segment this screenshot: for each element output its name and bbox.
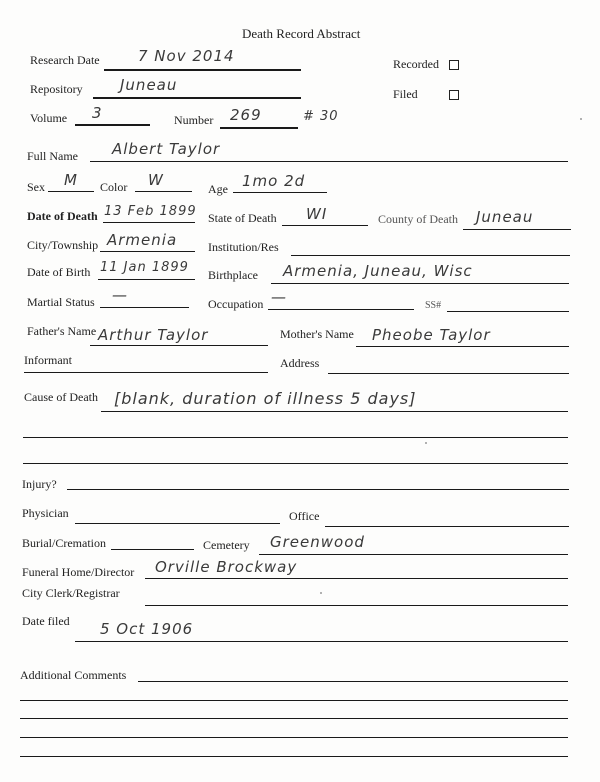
city-township-label: City/Township xyxy=(27,238,99,252)
comments-line-1 xyxy=(138,681,568,682)
additional-comments-label: Additional Comments xyxy=(20,668,127,682)
sex-value[interactable]: M xyxy=(64,171,78,189)
number-label: Number xyxy=(174,113,214,127)
date-filed-line xyxy=(75,641,568,642)
scan-speck xyxy=(320,592,322,594)
number-suffix-value: # 30 xyxy=(303,109,339,124)
age-line xyxy=(233,192,327,193)
full-name-line xyxy=(90,161,568,162)
number-line xyxy=(220,127,298,129)
address-line xyxy=(328,373,569,374)
volume-line xyxy=(75,124,150,126)
institution-res-line xyxy=(291,255,570,256)
color-label: Color xyxy=(100,180,128,194)
comments-line-4 xyxy=(20,737,568,738)
martial-status-value[interactable]: — xyxy=(112,286,128,304)
office-line xyxy=(325,526,569,527)
burial-cremation-label: Burial/Cremation xyxy=(22,536,106,550)
repository-value[interactable]: Juneau xyxy=(120,76,178,94)
injury-line xyxy=(67,489,569,490)
date-filed-value[interactable]: 5 Oct 1906 xyxy=(100,620,194,638)
date-of-death-line xyxy=(103,222,195,223)
filed-checkbox[interactable] xyxy=(449,90,459,100)
informant-line xyxy=(24,372,268,373)
martial-status-label: Martial Status xyxy=(27,295,95,309)
county-of-death-value[interactable]: Juneau xyxy=(476,208,534,226)
comments-line-2 xyxy=(20,700,568,701)
address-label: Address xyxy=(280,356,320,370)
date-filed-label: Date filed xyxy=(22,614,70,628)
occupation-value[interactable]: — xyxy=(271,288,287,306)
informant-label: Informant xyxy=(24,353,72,367)
funeral-home-value[interactable]: Orville Brockway xyxy=(155,558,298,576)
repository-line xyxy=(93,97,301,99)
age-label: Age xyxy=(208,182,228,196)
cemetery-value[interactable]: Greenwood xyxy=(270,533,365,551)
research-date-line xyxy=(104,69,301,71)
mothers-name-value[interactable]: Pheobe Taylor xyxy=(372,326,491,344)
county-of-death-line xyxy=(463,229,571,230)
full-name-value[interactable]: Albert Taylor xyxy=(112,140,221,158)
injury-label: Injury? xyxy=(22,477,57,491)
date-of-death-label: Date of Death xyxy=(27,209,98,223)
cause-of-death-line-3 xyxy=(23,463,568,464)
cause-of-death-value[interactable]: [blank, duration of illness 5 days] xyxy=(114,389,417,408)
physician-label: Physician xyxy=(22,506,69,520)
funeral-home-line xyxy=(145,578,568,579)
number-value[interactable]: 269 xyxy=(230,106,262,124)
ssn-line xyxy=(447,311,569,312)
full-name-label: Full Name xyxy=(27,149,78,163)
fathers-name-label: Father's Name xyxy=(27,324,97,338)
recorded-label: Recorded xyxy=(393,57,439,71)
sex-line xyxy=(48,191,94,192)
scan-speck xyxy=(580,118,582,120)
volume-value[interactable]: 3 xyxy=(92,104,103,122)
county-of-death-label: County of Death xyxy=(378,212,458,226)
research-date-value[interactable]: 7 Nov 2014 xyxy=(138,47,235,65)
volume-label: Volume xyxy=(30,111,68,125)
fathers-name-value[interactable]: Arthur Taylor xyxy=(98,326,209,344)
cemetery-line xyxy=(259,554,568,555)
cause-of-death-line-2 xyxy=(23,437,568,438)
form-title: Death Record Abstract xyxy=(242,26,361,41)
cause-of-death-line-1 xyxy=(101,411,568,412)
city-township-value[interactable]: Armenia xyxy=(107,231,178,249)
repository-label: Repository xyxy=(30,82,83,96)
date-of-birth-value[interactable]: 11 Jan 1899 xyxy=(100,260,189,275)
city-clerk-label: City Clerk/Registrar xyxy=(22,586,120,600)
color-value[interactable]: W xyxy=(148,171,164,189)
city-clerk-line xyxy=(145,605,568,606)
birthplace-label: Birthplace xyxy=(208,268,258,282)
institution-res-label: Institution/Res xyxy=(208,240,279,254)
date-of-birth-line xyxy=(98,279,195,280)
mothers-name-label: Mother's Name xyxy=(280,327,354,341)
cemetery-label: Cemetery xyxy=(203,538,250,552)
age-value[interactable]: 1mo 2d xyxy=(242,172,306,190)
funeral-home-label: Funeral Home/Director xyxy=(22,565,135,579)
physician-line xyxy=(75,523,280,524)
date-of-death-value[interactable]: 13 Feb 1899 xyxy=(104,204,197,219)
state-of-death-line xyxy=(282,225,368,226)
birthplace-line xyxy=(271,283,569,284)
fathers-name-line xyxy=(90,345,268,346)
state-of-death-value[interactable]: WI xyxy=(306,205,328,223)
occupation-label: Occupation xyxy=(208,297,264,311)
color-line xyxy=(135,191,192,192)
comments-line-5 xyxy=(20,756,568,757)
cause-of-death-label: Cause of Death xyxy=(24,390,98,404)
mothers-name-line xyxy=(356,346,569,347)
date-of-birth-label: Date of Birth xyxy=(27,265,91,279)
martial-status-line xyxy=(100,307,189,308)
filed-label: Filed xyxy=(393,87,418,101)
city-township-line xyxy=(100,251,195,252)
state-of-death-label: State of Death xyxy=(208,211,277,225)
sex-label: Sex xyxy=(27,180,45,194)
research-date-label: Research Date xyxy=(30,53,100,67)
comments-line-3 xyxy=(20,718,568,719)
birthplace-value[interactable]: Armenia, Juneau, Wisc xyxy=(283,262,473,280)
burial-cremation-line xyxy=(111,549,194,550)
scan-speck xyxy=(425,442,427,444)
occupation-line xyxy=(268,309,414,310)
ssn-label: SS# xyxy=(425,300,442,311)
office-label: Office xyxy=(289,509,320,523)
recorded-checkbox[interactable] xyxy=(449,60,459,70)
